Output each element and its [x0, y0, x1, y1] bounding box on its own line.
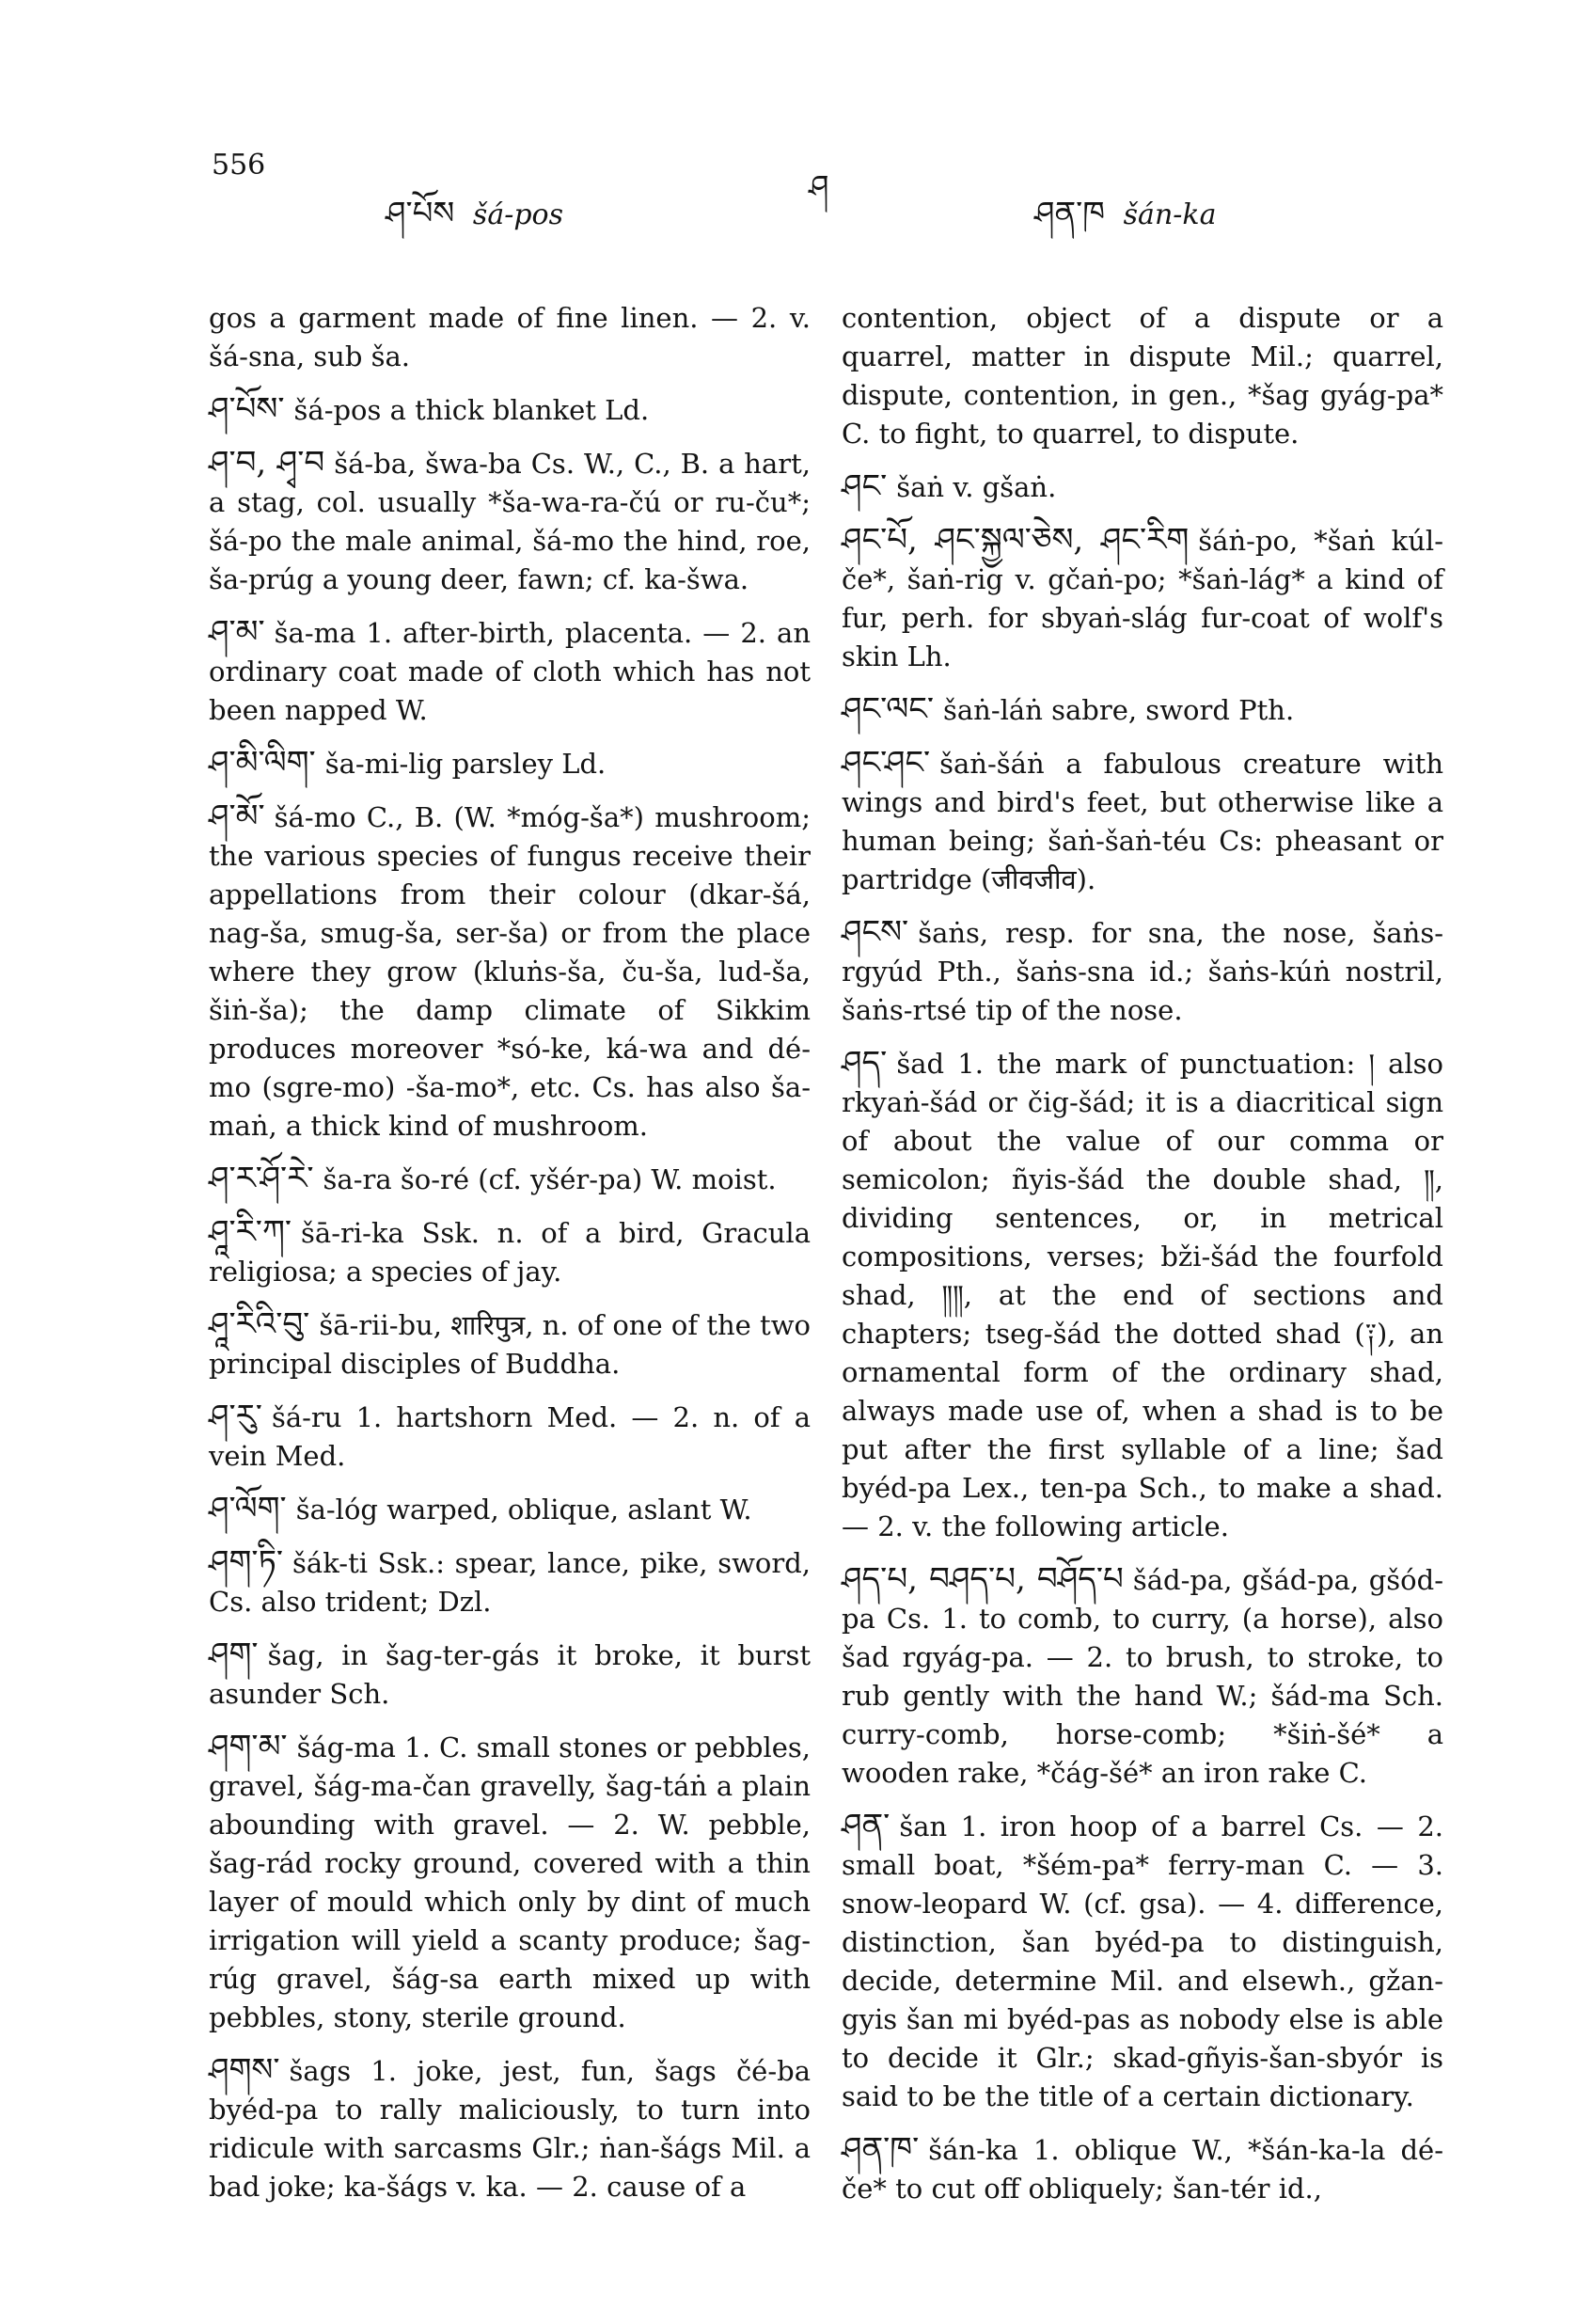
entry-definition: šán-ka 1. oblique W., *šán-ka-la dé-če* to cut off obliquely; šan-tér id., [842, 2134, 1443, 2205]
entry-headword-tibetan: ཤ་ར་ཤོ་རེ་ [209, 1160, 314, 1197]
left-continuation: gos a garment made of fine linen. — 2. v. šá-sna, sub ša. [209, 302, 811, 372]
dictionary-entry [209, 390, 811, 430]
dictionary-entry [842, 467, 1443, 507]
left-column [209, 299, 811, 2221]
entry-headword-tibetan: ཤ་བ, ཤྭ་བ [209, 444, 325, 482]
header-right-roman: šán-ka [1123, 198, 1217, 231]
entry-headword-tibetan: ཤ་ལོག་ [209, 1490, 287, 1527]
entry-headword-tibetan: ཤགས་ [209, 2051, 280, 2089]
dictionary-entry [842, 913, 1443, 1030]
running-head-right [1034, 177, 1216, 267]
entry-headword-tibetan: ཤང་ཤང་ [842, 744, 931, 782]
dictionary-entry [209, 798, 811, 1146]
dictionary-entry [842, 1560, 1443, 1793]
dictionary-entry [842, 2130, 1443, 2208]
dictionary-entry [842, 1044, 1443, 1546]
right-continuation: contention, object of a dispute or a quarrel, matter in dispute Mil.; quarrel, dispute, contention, in gen., *šag gyág-pa* C. to fight, to quarrel, to dispute. [842, 302, 1443, 450]
entry-headword-tibetan: ཤན་ཁ་ [842, 2130, 920, 2168]
entry-definition: šā-rii-bu, शारिपुत्र, n. of one of the two principal disciples of Buddha. [209, 1309, 811, 1380]
header-left-tibetan: ཤ་པོས [386, 195, 455, 232]
dictionary-entry [209, 1728, 811, 2037]
header-right-tibetan: ཤན་ཁ [1034, 195, 1106, 232]
entry-definition: šáṅ-po, *šaṅ kúl-če*, šaṅ-rig v. gčaṅ-po; *šaṅ-lág* a kind of fur, perh. for sbyaṅ-slág fur-coat of wolf's skin Lh. [842, 525, 1443, 672]
entry-headword-tibetan: ཤ་མ་ [209, 613, 265, 651]
entry-definition: šaṅs, resp. for sna, the nose, šaṅs-rgyúd Pth., šaṅs-sna id.; šaṅs-kúṅ nostril, šaṅs-rtsé tip of the nose. [842, 917, 1443, 1026]
left-entries [209, 390, 811, 2206]
entry-definition: šad 1. the mark of punctuation: ། also rkyaṅ-šád or čig-šád; it is a diacritical sign of about the value of our comma or semicolon; ñyis-šád the double shad, ༎, dividing sentences, or, in metrical compositions, verses; bži-šád the fourfold shad, ༎༎, at the end of sections and chapters; tseg-šád the dotted shad (༑), an ornamental form of the ordinary shad, always made use of, when a shad is to be put after the first syllable of a line; šad byéd-pa Lex., ten-pa Sch., to make a shad. — 2. v. the following article. [842, 1048, 1443, 1542]
dictionary-entry [209, 1543, 811, 1621]
entry-headword-tibetan: ཤག་ [209, 1636, 259, 1673]
entry-headword-tibetan: ཤངས་ [842, 913, 909, 951]
dictionary-entry [209, 1213, 811, 1291]
entry-definition: šag, in šag-ter-gás it broke, it burst asunder Sch. [209, 1639, 811, 1710]
entry-headword-tibetan: ཤ་མོ་ [209, 798, 265, 835]
entry-definition: šák-ti Ssk.: spear, lance, pike, sword, Cs. also trident; Dzl. [209, 1547, 811, 1618]
entry-definition: šaṅ-láṅ sabre, sword Pth. [943, 694, 1295, 726]
entry-definition: ša-ra šo-ré (cf. yšér-pa) W. moist. [323, 1163, 777, 1195]
entry-headword-tibetan: ཤ་རུ་ [209, 1398, 262, 1435]
entry-headword-tibetan: ཤང་པོ, ཤང་སྐྱལ་ཅེས, ཤང་རིག [842, 521, 1190, 559]
entry-definition: šá-ba, šwa-ba Cs. W., C., B. a hart, a stag, col. usually *ša-wa-ra-čú or ru-ču*; šá-po the male animal, šá-mo the hind, roe, ša-prúg a young deer, fawn; cf. ka-šwa. [209, 448, 811, 595]
dictionary-entry [209, 444, 811, 599]
entry-definition: šág-ma 1. C. small stones or pebbles, gravel, šág-ma-čan gravelly, šag-táṅ a plain abounding with gravel. — 2. W. pebble, šag-rád rocky ground, covered with a thin layer of mould which only by dint of much irrigation will yield a scanty produce; šag-rúg gravel, šág-sa earth mixed up with pebbles, stony, sterile ground. [209, 1731, 811, 2033]
entry-definition: šan 1. iron hoop of a barrel Cs. — 2. small boat, *šém-pa* ferry-man C. — 3. snow-leopard W. (cf. gsa). — 4. difference, distinction, šan byéd-pa to distinguish, decide, determine Mil. and elsewh., gžan-gyis šan mi byéd-pas as nobody else is able to decide it Glr.; skad-gñyis-šan-sbyór is said to be the title of a certain dictionary. [842, 1810, 1443, 2112]
entry-definition: šaṅ-šáṅ a fabulous creature with wings and bird's feet, but otherwise like a human being; šaṅ-šaṅ-téu Cs: pheasant or partridge (जीवजीव). [842, 748, 1443, 895]
entry-headword-tibetan: ཤད་ [842, 1044, 888, 1082]
dictionary-entry [209, 1490, 811, 1529]
dictionary-entry [842, 744, 1443, 899]
entry-definition: šā-ri-ka Ssk. n. of a bird, Gracula religiosa; a species of jay. [209, 1217, 811, 1288]
entry-definition: šá-ru 1. hartshorn Med. — 2. n. of a vein Med. [209, 1401, 811, 1472]
dictionary-entry [209, 744, 811, 783]
entry-definition: šá-mo C., B. (W. *móg-ša*) mushroom; the various species of fungus receive their appellations from their colour (dkar-šá, nag-ša, smug-ša, ser-ša) or from the place where they grow (kluṅs-ša, ču-ša, lud-ša, šiṅ-ša); the damp climate of Sikkim produces moreover *só-ke, ká-wa and dé-mo (sgre-mo) -ša-mo*, etc. Cs. has also ša-maṅ, a thick kind of mushroom. [209, 801, 811, 1142]
dictionary-entry [209, 1160, 811, 1199]
entry-headword-tibetan: ཤན་ [842, 1807, 890, 1844]
running-head-left [386, 177, 563, 267]
header-left-roman: šá-pos [472, 198, 564, 231]
entry-headword-tibetan: ཤ་པོས་ [209, 390, 285, 428]
entry-headword-tibetan: ཤད་པ, བཤད་པ, བཤོད་པ [842, 1560, 1124, 1598]
dictionary-entry [209, 1305, 811, 1383]
dictionary-entry [842, 1807, 1443, 2116]
dictionary-entry [209, 1636, 811, 1714]
running-head-center [809, 150, 839, 241]
dictionary-entry [209, 613, 811, 730]
entry-definition: šád-pa, gšád-pa, gšód-pa Cs. 1. to comb, to curry, (a horse), also šad rgyág-pa. — 2. to brush, to stroke, to rub gently with the hand W.; šád-ma Sch. curry-comb, horse-comb; *šiṅ-šé* a wooden rake, *čág-šé* an iron rake C. [842, 1564, 1443, 1789]
dictionary-entry [842, 690, 1443, 730]
right-entries [842, 467, 1443, 2208]
page-number: 556 [212, 149, 266, 182]
entry-headword-tibetan: ཤཱ་རི་ཀ་ [209, 1213, 292, 1251]
entry-definition: šaṅ v. gšaṅ. [896, 471, 1057, 503]
entry-definition: ša-mi-lig parsley Ld. [324, 748, 607, 780]
right-column [842, 299, 1443, 2222]
entry-definition: šá-pos a thick blanket Ld. [293, 394, 650, 426]
entry-headword-tibetan: ཤང་ལང་ [842, 690, 934, 728]
entry-headword-tibetan: ཤང་ [842, 467, 888, 505]
entry-headword-tibetan: ཤག་མ་ [209, 1728, 288, 1765]
entry-headword-tibetan: ཤཱ་རིའི་བུ་ [209, 1305, 310, 1343]
dictionary-entry [842, 521, 1443, 676]
dictionary-entry [209, 1398, 811, 1476]
entry-headword-tibetan: ཤ་མི་ལིག་ [209, 744, 316, 782]
entry-headword-tibetan: ཤག་ཏི་ [209, 1543, 284, 1581]
entry-definition: ša-lóg warped, oblique, aslant W. [295, 1494, 752, 1526]
entry-definition: ša-ma 1. after-birth, placenta. — 2. an ordinary coat made of cloth which has not been napped W. [209, 617, 811, 726]
entry-definition: šags 1. joke, jest, fun, šags čé-ba byéd-pa to rally maliciously, to turn into ridicule with sarcasms Glr.; ṅan-šágs Mil. a bad joke; ka-šágs v. ka. — 2. cause of a [209, 2055, 811, 2203]
header-center-tibetan: ཤ [809, 168, 829, 206]
dictionary-entry [209, 2051, 811, 2206]
